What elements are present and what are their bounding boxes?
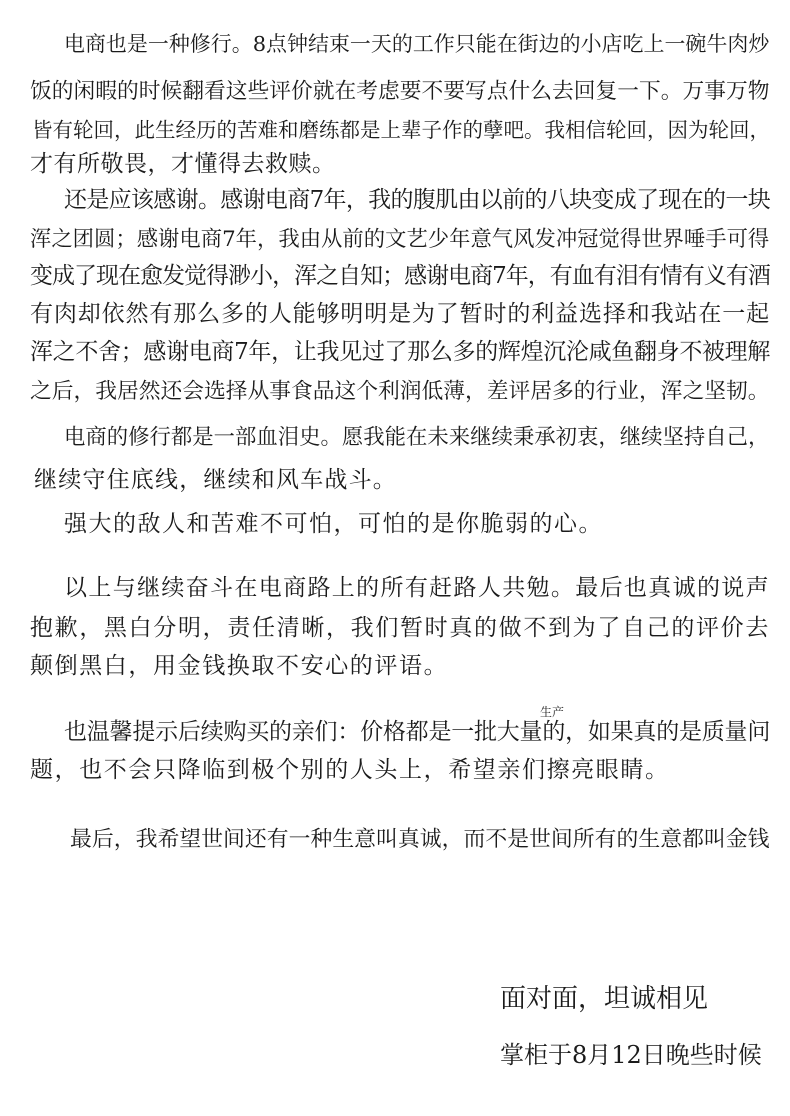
letter-line-18: 题，也不会只降临到极个别的人头上，希望亲们擦亮眼睛。 <box>30 757 670 783</box>
insertion-mark: 生产 <box>540 705 565 719</box>
letter-line-11: 电商的修行都是一部血泪史。愿我能在未来继续秉承初衷，继续坚持自己， <box>64 425 770 450</box>
letter-line-2: 饭的闲暇的时候翻看这些评价就在考虑要不要写点什么去回复一下。万事万物 <box>30 79 770 104</box>
letter-line-8: 有肉却依然有那么多的人能够明明是为了暂时的利益选择和我站在一起 <box>30 301 770 327</box>
letter-line-14: 以上与继续奋斗在电商路上的所有赶路人共勉。最后也真诚的说声 <box>64 575 770 601</box>
letter-line-5: 还是应该感谢。感谢电商7年，我的腹肌由以前的八块变成了现在的一块 <box>64 187 771 213</box>
signature-line: 掌柜于8月12日晚些时候 <box>500 1041 762 1069</box>
letter-line-17: 也温馨提示后续购买的亲们：价格都是一批大量的，如果真的是质量问 <box>64 719 771 745</box>
letter-line-6: 浑之团圆；感谢电商7年，我由从前的文艺少年意气风发冲冠觉得世界唾手可得 <box>30 227 770 252</box>
letter-line-4: 才有所敬畏，才懂得去救赎。 <box>30 151 336 177</box>
letter-line-19: 最后，我希望世间还有一种生意叫真诚，而不是世间所有的生意都叫金钱 <box>70 827 770 852</box>
letter-line-10: 之后，我居然还会选择从事食品这个利润低薄，差评居多的行业，浑之坚韧。 <box>30 379 770 404</box>
letter-line-3: 皆有轮回，此生经历的苦难和磨练都是上辈子作的孽吧。我相信轮回，因为轮回， <box>32 118 770 142</box>
letter-line-1: 电商也是一种修行。8点钟结束一天的工作只能在街边的小店吃上一碗牛肉炒 <box>64 32 770 56</box>
closing-line: 面对面，坦诚相见 <box>500 984 709 1014</box>
letter-line-16: 颠倒黑白，用金钱换取不安心的评语。 <box>30 653 449 679</box>
letter-line-15: 抱歉，黑白分明，责任清晰，我们暂时真的做不到为了自己的评价去 <box>30 615 770 641</box>
letter-line-9: 浑之不舍；感谢电商7年，让我见过了那么多的辉煌沉沦咸鱼翻身不被理解 <box>30 339 771 365</box>
letter-line-7: 变成了现在愈发觉得渺小，浑之自知；感谢电商7年，有血有泪有情有义有酒 <box>30 263 770 289</box>
letter-line-12: 继续守住底线，继续和风车战斗。 <box>34 467 397 493</box>
letter-line-13: 强大的敌人和苦难不可怕，可怕的是你脆弱的心。 <box>64 511 603 537</box>
